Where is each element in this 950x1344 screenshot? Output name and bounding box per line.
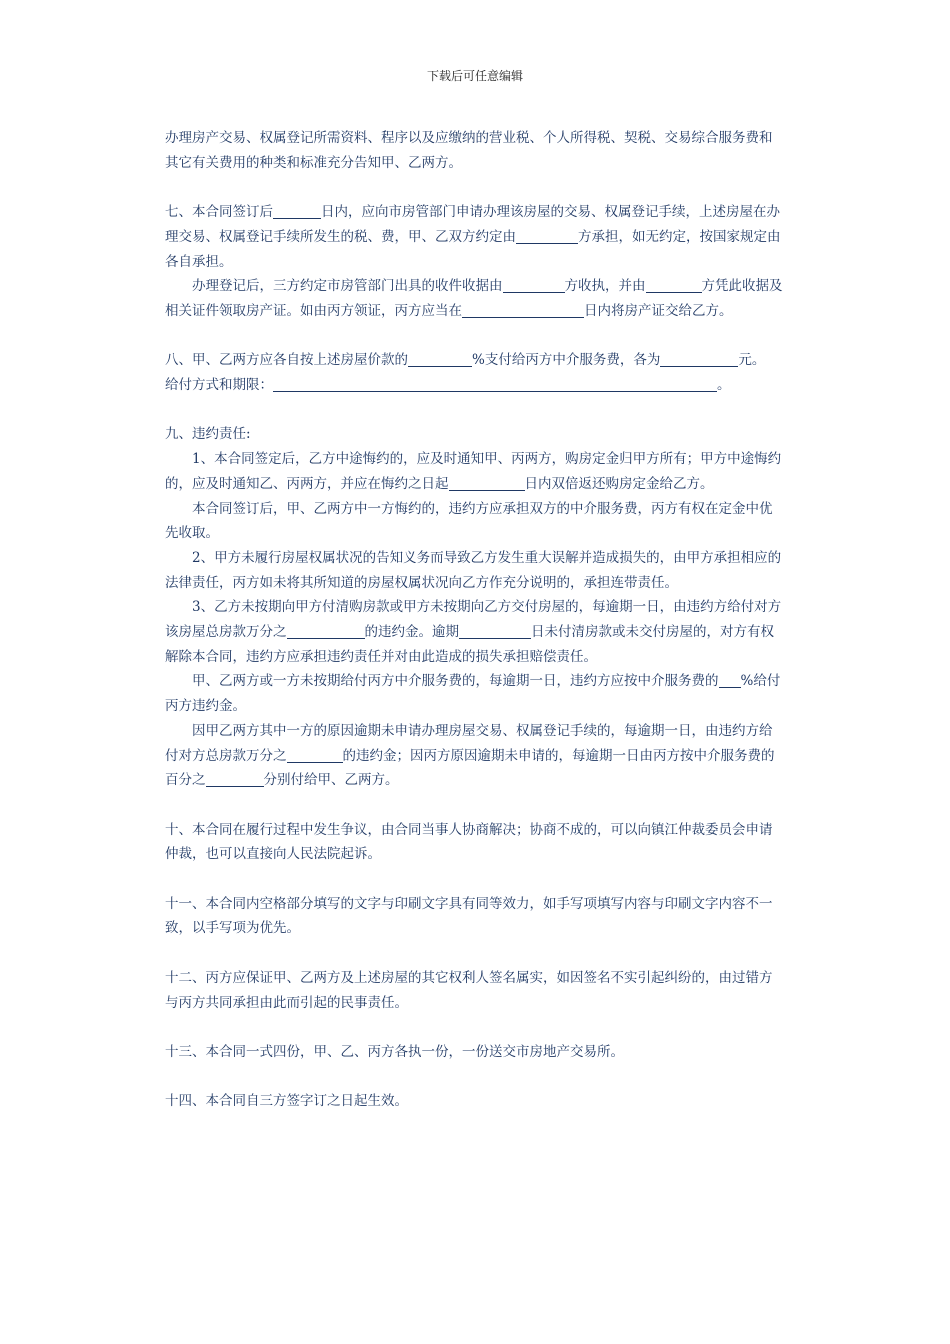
section-11: 十一、本合同内空格部分填写的文字与印刷文字具有同等效力，如手写项填写内容与印刷文字内容不一致，以手写项为优先。 <box>165 895 773 937</box>
s7-text-e: 方收执，并由 <box>564 278 646 295</box>
s7-text-d: 办理登记后，三方约定市房管部门出具的收件收据由 <box>192 278 503 295</box>
section-10: 十、本合同在履行过程中发生争议，由合同当事人协商解决；协商不成的，可以向镇江仲裁委员会申请仲裁，也可以直接向人民法院起诉。 <box>165 821 773 863</box>
s9-item3-text-a: 3、乙方未按期向甲方付清购房款或甲方未按期向乙方交付房屋的，每逾期一日，由违约方给付对方该房屋总房款万分之 <box>165 599 782 641</box>
s8-text-d: 给付方式和期限： <box>165 377 273 393</box>
section-9-item-2: 2、甲方未履行房屋权属状况的告知义务而导致乙方发生重大误解并造成损失的，由甲方承担相应的法律责任，丙方如未将其所知道的房屋权属状况向乙方作充分说明的，承担连带责任。 <box>165 549 782 591</box>
blank-penalty-rate[interactable] <box>287 621 365 639</box>
s9-item3-text-b: 的违约金。逾期 <box>364 624 459 641</box>
section-9-item-4 <box>165 669 785 718</box>
s9-item5-text-b: 的违约金；因丙方原因逾期未申请的，每逾期一日由丙方按中介服务费的百分之 <box>165 747 775 789</box>
intro-paragraph: 办理房产交易、权属登记所需资料、程序以及应缴纳的营业税、个人所得税、契税、交易综合服务费和其它有关费用的种类和标准充分告知甲、乙两方。 <box>165 130 773 171</box>
s9-item4-text-b: %给付丙方违约金。 <box>165 673 781 715</box>
section-9-item-1 <box>165 447 785 496</box>
s9-item1-text-a: 1、本合同签定后，乙方中途悔约的，应及时通知甲、丙两方，购房定金归甲方所有；甲方中途悔约的，应及时通知乙、丙两方，并应在悔约之日起 <box>165 451 782 492</box>
section-9-title: 九、违约责任: <box>165 426 251 443</box>
section-13: 十三、本合同一式四份，甲、乙、丙方各执一份，一份送交市房地产交易所。 <box>165 1043 624 1060</box>
s8-text-a: 八、甲、乙两方应各自按上述房屋价款的 <box>165 352 408 369</box>
blank-fee-percent[interactable] <box>408 349 472 367</box>
s7-text-f: 方凭此收据及相关证件领取房产证。如由丙方领证，丙方应当在 <box>165 278 783 319</box>
blank-service-fee-percent[interactable] <box>719 670 741 688</box>
blank-overdue-days[interactable] <box>459 621 531 639</box>
blank-certificate-party[interactable] <box>646 275 702 293</box>
blank-refund-days[interactable] <box>449 473 525 491</box>
blank-tax-party[interactable] <box>516 226 578 244</box>
contract-body <box>165 126 785 1114</box>
section-7-para-2 <box>165 274 785 323</box>
s8-text-c: 元。 <box>738 352 766 369</box>
s8-text-b: %支付给丙方中介服务费，各为 <box>472 352 661 369</box>
s9-item1-text-b: 日内双倍返还购房定金给乙方。 <box>524 475 714 492</box>
section-12: 十二、丙方应保证甲、乙两方及上述房屋的其它权利人签名属实，如因签名不实引起纠纷的，由过错方与丙方共同承担由此而引起的民事责任。 <box>165 969 773 1011</box>
s7-text-b: 日内，应向市房管部门申请办理该房屋的交易、权属登记手续，上述房屋在办理交易、权属登记手续所发生的税、费，甲、乙双方约定由 <box>165 204 780 245</box>
s9-item5-text-c: 分别付给甲、乙两方。 <box>263 772 399 789</box>
section-7-para-1 <box>165 200 785 274</box>
section-9-item-3 <box>165 595 785 669</box>
s9-item3-text-c: 日未付清房款或未交付房屋的，对方有权解除本合同，违约方应承担违约责任并对由此造成的损失承担赔偿责任。 <box>165 624 774 665</box>
s7-text-a: 七、本合同签订后 <box>165 204 273 221</box>
section-8-para-1 <box>165 348 785 373</box>
s8-text-e: 。 <box>717 377 731 393</box>
blank-payment-method[interactable] <box>273 374 717 392</box>
section-9-item-1-note: 本合同签订后，甲、乙两方中一方悔约的，违约方应承担双方的中介服务费，丙方有权在定金中优先收取。 <box>165 500 773 542</box>
page-header: 下载后可任意编辑 <box>426 69 523 83</box>
blank-delay-rate[interactable] <box>287 745 343 763</box>
blank-receipt-holder[interactable] <box>503 275 565 293</box>
s7-text-g: 日内将房产证交给乙方。 <box>584 302 733 319</box>
blank-certificate-days[interactable] <box>462 300 584 318</box>
s7-text-c: 方承担，如无约定，按国家规定由各自承担。 <box>165 228 781 270</box>
blank-days-apply[interactable] <box>273 201 321 219</box>
blank-agency-percent[interactable] <box>206 769 264 787</box>
section-9-item-5 <box>165 719 785 793</box>
s9-item4-text-a: 甲、乙两方或一方未按期给付丙方中介服务费的，每逾期一日，违约方应按中介服务费的 <box>192 673 719 690</box>
s9-item5-text-a: 因甲乙两方其中一方的原因逾期未申请办理房屋交易、权属登记手续的，每逾期一日，由违约方给付对方总房款万分之 <box>165 722 773 764</box>
section-8-para-2 <box>165 373 785 398</box>
section-14: 十四、本合同自三方签字订之日起生效。 <box>165 1093 408 1110</box>
blank-fee-amount[interactable] <box>660 349 738 367</box>
